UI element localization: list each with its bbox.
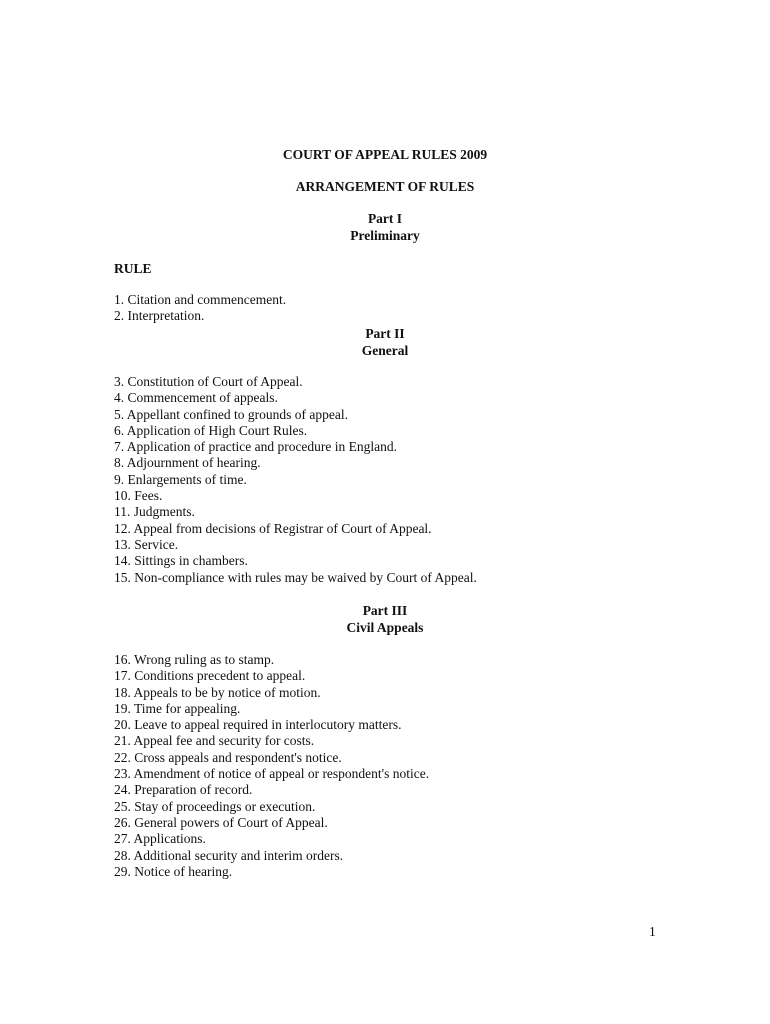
list-item: 11. Judgments. [114,504,195,520]
list-item: 23. Amendment of notice of appeal or respondent's notice. [114,766,430,782]
list-item: 20. Leave to appeal required in interlocutory matters. [114,717,402,733]
list-item: 29. Notice of hearing. [114,863,233,879]
list-item: 7. Application of practice and procedure in England. [114,439,398,455]
list-item: 12. Appeal from decisions of Registrar of Court of Appeal. [114,520,432,536]
part-heading-2 [0,326,770,359]
list-item: 1. Citation and commencement. [114,292,287,307]
document-title: COURT OF APPEAL RULES 2009 [282,147,488,162]
list-item: 14. Sittings in chambers. [114,553,248,569]
list-item: 22. Cross appeals and respondent's notice. [114,749,342,765]
list-item: 3. Constitution of Court of Appeal. [114,374,303,389]
list-item: 17. Conditions precedent to appeal. [114,668,306,684]
part-number: Part III [362,603,408,618]
list-item: 28. Additional security and interim orders. [114,847,344,863]
list-item: 5. Appellant confined to grounds of appeal. [114,406,348,422]
part-heading-3 [0,603,770,636]
part-number: Part I [367,211,403,226]
list-item: 18. Appeals to be by notice of motion. [114,684,321,700]
part-name: Civil Appeals [346,619,424,635]
list-item: 6. Application of High Court Rules. [114,422,308,438]
part-name: Preliminary [350,227,420,243]
list-item: 16. Wrong ruling as to stamp. [114,652,275,667]
list-item: 15. Non-compliance with rules may be waived by Court of Appeal. [114,569,477,585]
rule-list-part-3 [114,652,429,880]
list-item: 24. Preparation of record. [114,782,253,798]
part-heading-1 [0,211,770,244]
rule-column-label: RULE [114,261,152,276]
list-item: 9. Enlargements of time. [114,471,247,487]
page-number: 1 [649,924,656,939]
rule-list-part-1 [114,292,286,325]
list-item: 19. Time for appealing. [114,700,241,716]
list-item: 13. Service. [114,536,179,552]
document-subtitle: ARRANGEMENT OF RULES [295,179,475,194]
rule-list-part-2 [114,374,477,586]
list-item: 25. Stay of proceedings or execution. [114,798,316,814]
list-item: 8. Adjournment of hearing. [114,455,261,471]
list-item: 26. General powers of Court of Appeal. [114,814,328,830]
part-number: Part II [365,326,405,341]
list-item: 10. Fees. [114,488,163,504]
part-name: General [361,342,409,358]
list-item: 21. Appeal fee and security for costs. [114,733,315,749]
list-item: 4. Commencement of appeals. [114,390,278,406]
list-item: 27. Applications. [114,831,206,847]
list-item: 2. Interpretation. [114,308,205,324]
